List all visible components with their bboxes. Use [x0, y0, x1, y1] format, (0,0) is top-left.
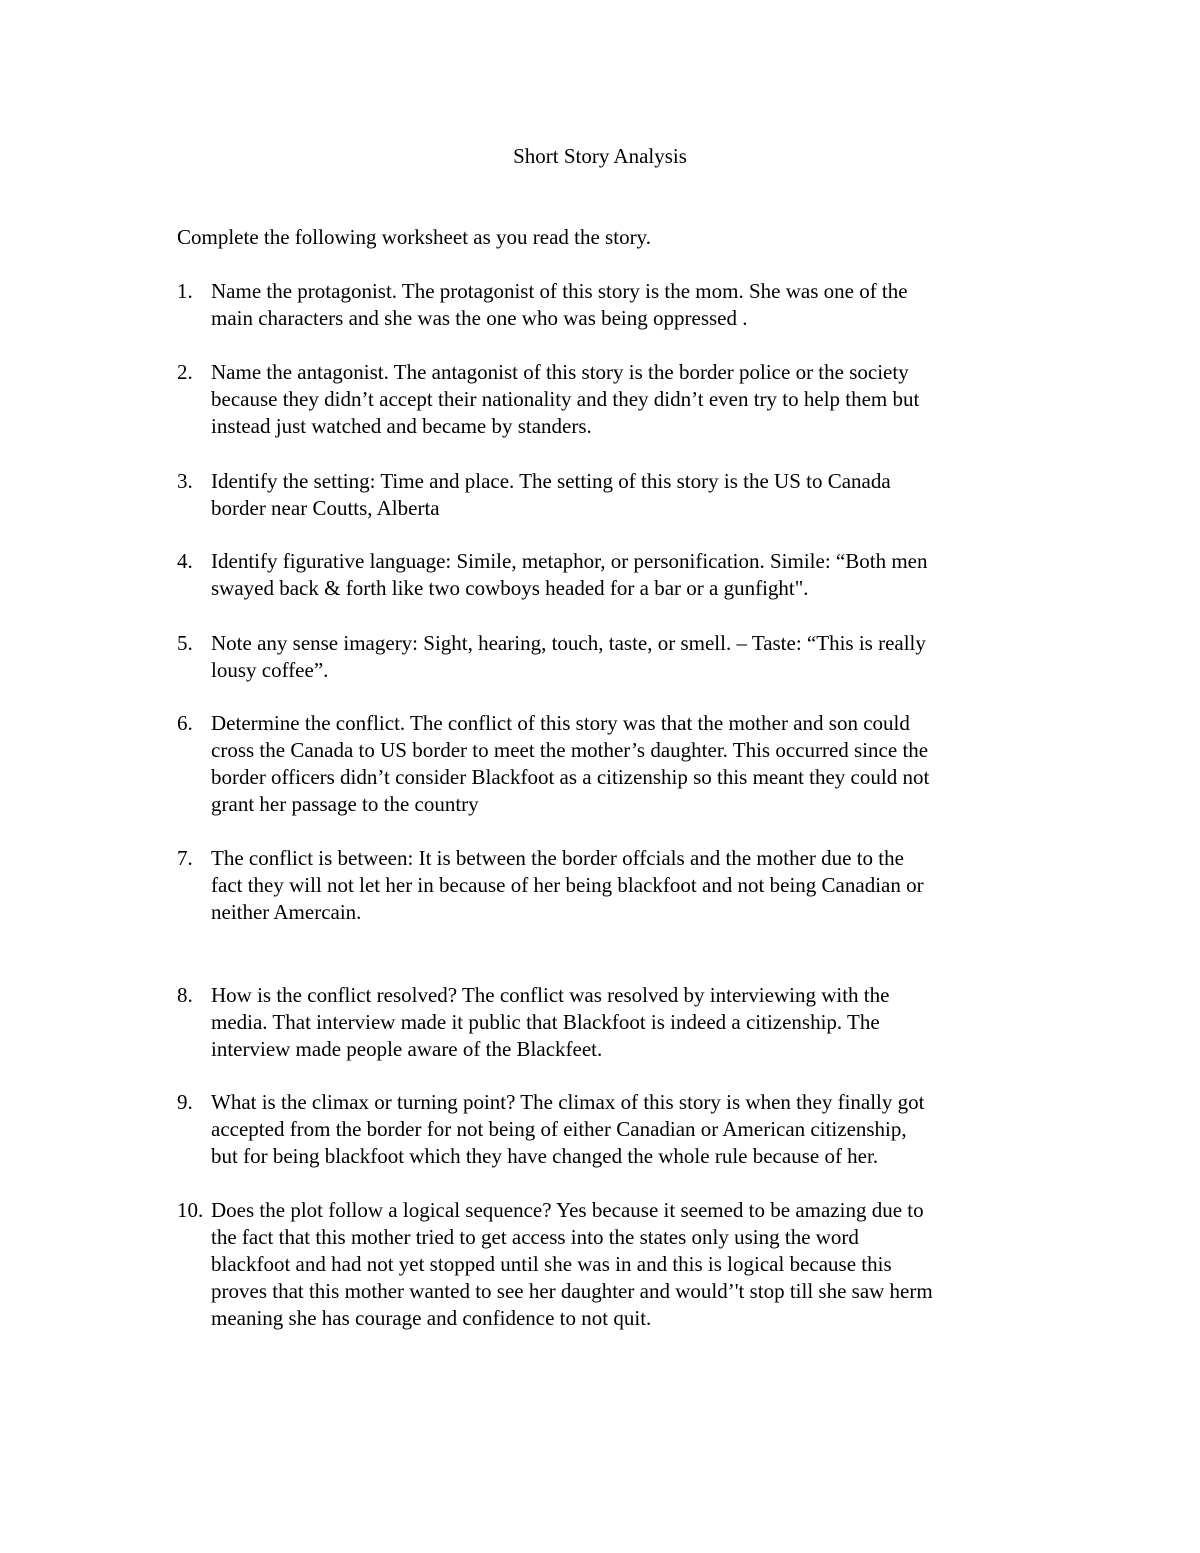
item-text [211, 1089, 1037, 1170]
item-number: 5. [177, 631, 193, 655]
item-line: border officers didn’t consider Blackfoot as a citizenship so this meant they could not [211, 765, 930, 789]
item-line: the fact that this mother tried to get access into the states only using the word [211, 1225, 859, 1249]
item-line: Determine the conflict. The conflict of this story was that the mother and son could [211, 711, 910, 735]
item-number: 9. [177, 1090, 193, 1114]
item-number: 3. [177, 469, 193, 493]
item-line: but for being blackfoot which they have changed the whole rule because of her. [211, 1144, 879, 1168]
item-line: lousy coffee”. [211, 658, 329, 682]
item-number: 1. [177, 279, 193, 303]
item-number: 4. [177, 549, 193, 573]
item-text [211, 468, 1037, 522]
list-item [177, 845, 1037, 926]
intro-text: Complete the following worksheet as you read the story. [177, 225, 651, 249]
item-line: meaning she has courage and confidence to not quit. [211, 1306, 652, 1330]
item-text [211, 1197, 1037, 1332]
list-item [177, 1089, 1037, 1170]
item-text [211, 982, 1037, 1063]
item-line: Identify the setting: Time and place. The setting of this story is the US to Canada [211, 469, 891, 493]
item-number: 7. [177, 846, 193, 870]
item-number: 6. [177, 711, 193, 735]
page-title: Short Story Analysis [513, 144, 687, 168]
list-item [177, 278, 1037, 332]
item-line: What is the climax or turning point? The climax of this story is when they finally got [211, 1090, 925, 1114]
item-line: accepted from the border for not being of either Canadian or American citizenship, [211, 1117, 907, 1141]
item-number: 2. [177, 360, 193, 384]
item-text [211, 630, 1037, 684]
list-item [177, 630, 1037, 684]
item-text [211, 278, 1037, 332]
list-item [177, 982, 1037, 1063]
list-item [177, 710, 1037, 818]
item-line: media. That interview made it public that Blackfoot is indeed a citizenship. The [211, 1010, 880, 1034]
item-line: blackfoot and had not yet stopped until she was in and this is logical because this [211, 1252, 892, 1276]
item-line: neither Amercain. [211, 900, 362, 924]
item-line: cross the Canada to US border to meet the mother’s daughter. This occurred since the [211, 738, 929, 762]
item-text [211, 710, 1037, 818]
list-item [177, 1197, 1037, 1332]
item-number: 10. [177, 1198, 204, 1222]
item-line: because they didn’t accept their nationality and they didn’t even try to help them but [211, 387, 920, 411]
item-line: Name the antagonist. The antagonist of this story is the border police or the society [211, 360, 909, 384]
item-line: How is the conflict resolved? The conflict was resolved by interviewing with the [211, 983, 890, 1007]
item-line: grant her passage to the country [211, 792, 479, 816]
list-item [177, 468, 1037, 522]
item-line: Identify figurative language: Simile, metaphor, or personification. Simile: “Both men [211, 549, 928, 573]
item-line: swayed back & forth like two cowboys headed for a bar or a gunfight". [211, 576, 809, 600]
item-line: Name the protagonist. The protagonist of this story is the mom. She was one of the [211, 279, 908, 303]
item-line: Does the plot follow a logical sequence? Yes because it seemed to be amazing due to [211, 1198, 924, 1222]
item-line: fact they will not let her in because of her being blackfoot and not being Canadian or [211, 873, 924, 897]
item-text [211, 548, 1037, 602]
item-line: main characters and she was the one who was being oppressed . [211, 306, 748, 330]
item-line: instead just watched and became by standers. [211, 414, 592, 438]
item-line: border near Coutts, Alberta [211, 496, 440, 520]
item-line: Note any sense imagery: Sight, hearing, touch, taste, or smell. – Taste: “This is really [211, 631, 926, 655]
item-line: interview made people aware of the Blackfeet. [211, 1037, 603, 1061]
list-item [177, 359, 1037, 440]
item-text [211, 359, 1037, 440]
item-text [211, 845, 1037, 926]
list-item [177, 548, 1037, 602]
item-line: The conflict is between: It is between the border offcials and the mother due to the [211, 846, 904, 870]
item-line: proves that this mother wanted to see her daughter and would’'t stop till she saw herm [211, 1279, 933, 1303]
item-number: 8. [177, 983, 193, 1007]
